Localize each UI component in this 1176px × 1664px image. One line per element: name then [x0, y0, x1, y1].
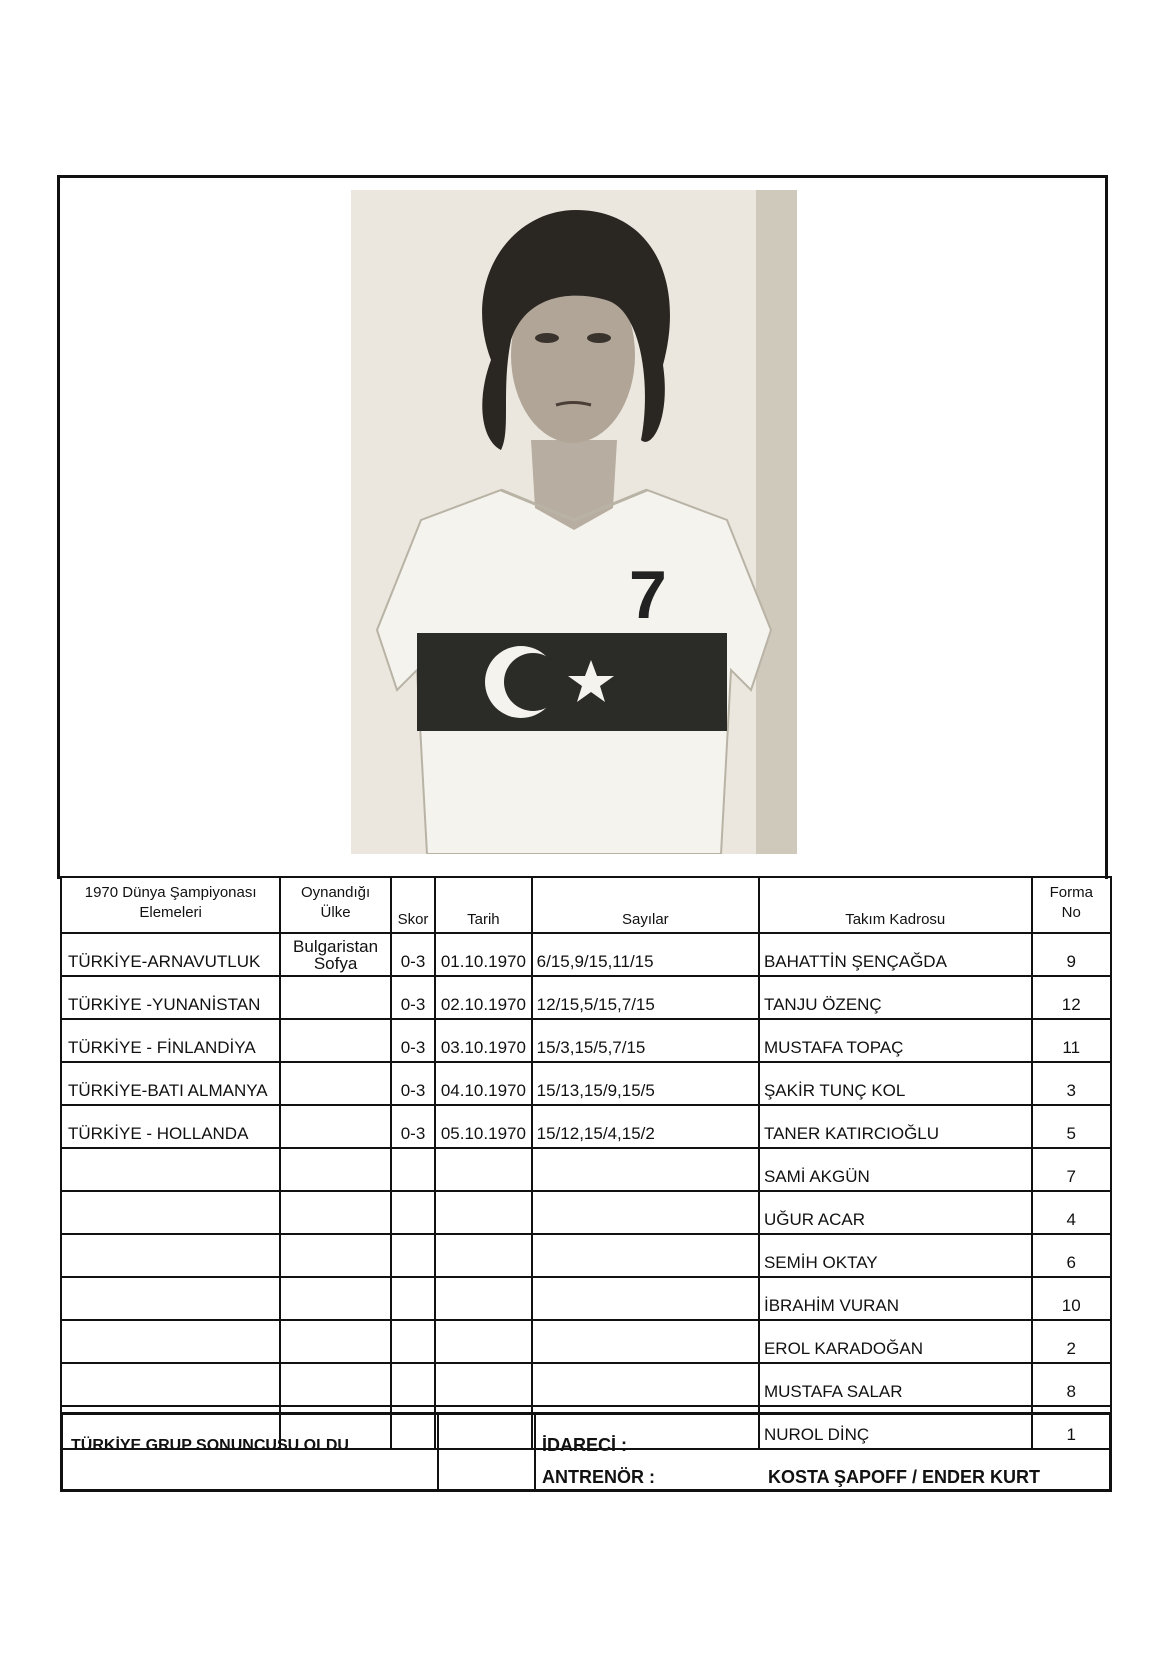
date-cell [435, 1191, 532, 1234]
table-row [61, 1191, 1111, 1234]
score-cell: 0-3 [391, 933, 435, 976]
sets-cell [532, 1148, 759, 1191]
match-cell: TÜRKİYE - HOLLANDA [61, 1105, 280, 1148]
shirt-number-cell: 4 [1032, 1191, 1111, 1234]
shirt-number-cell: 10 [1032, 1277, 1111, 1320]
header-date: Tarih [435, 877, 532, 933]
country-cell [280, 1148, 391, 1191]
date-cell [435, 1363, 532, 1406]
header-shirt-line2: No [1061, 904, 1081, 921]
footer-box [60, 1412, 1112, 1492]
table-row [61, 1062, 1111, 1105]
footer-empty-cell [439, 1415, 536, 1489]
score-cell [391, 1320, 435, 1363]
match-cell: TÜRKİYE-BATI ALMANYA [61, 1062, 280, 1105]
score-cell: 0-3 [391, 1062, 435, 1105]
table-row [61, 1019, 1111, 1062]
date-cell: 01.10.1970 [435, 933, 532, 976]
header-match-line2: Elemeleri [139, 904, 202, 921]
shirt-number-cell: 8 [1032, 1363, 1111, 1406]
date-cell: 02.10.1970 [435, 976, 532, 1019]
country-name: Bulgaristan [293, 937, 379, 956]
city-name: Sofya [313, 954, 358, 973]
manager-label: İDARECİ : [542, 1435, 627, 1455]
shirt-number-cell: 3 [1032, 1062, 1111, 1105]
results-table [60, 876, 1112, 1450]
sets-cell: 15/13,15/9,15/5 [532, 1062, 759, 1105]
coach-names: KOSTA ŞAPOFF / ENDER KURT [768, 1467, 1041, 1487]
player-cell: TANER KATIRCIOĞLU [759, 1105, 1032, 1148]
shirt-number-cell: 7 [1032, 1148, 1111, 1191]
country-cell [280, 976, 391, 1019]
country-cell [280, 933, 391, 976]
match-cell [61, 1191, 280, 1234]
date-cell [435, 1277, 532, 1320]
player-cell: UĞUR ACAR [759, 1191, 1032, 1234]
shirt-number-cell: 12 [1032, 976, 1111, 1019]
shirt-number-cell: 2 [1032, 1320, 1111, 1363]
header-match [61, 877, 280, 933]
shirt-number-cell: 11 [1032, 1019, 1111, 1062]
header-country [280, 877, 391, 933]
shirt-number-cell: 6 [1032, 1234, 1111, 1277]
footer-result-cell [63, 1415, 439, 1489]
header-country-line2: Ülke [320, 904, 351, 921]
header-shirt-line1: Forma [1049, 884, 1093, 901]
date-cell [435, 1320, 532, 1363]
header-match-line1: 1970 Dünya Şampiyonası [84, 884, 257, 901]
player-cell: SAMİ AKGÜN [759, 1148, 1032, 1191]
coach-label: ANTRENÖR : [542, 1467, 655, 1487]
player-cell: EROL KARADOĞAN [759, 1320, 1032, 1363]
player-cell: SEMİH OKTAY [759, 1234, 1032, 1277]
table-row [61, 1105, 1111, 1148]
sets-cell: 12/15,5/15,7/15 [532, 976, 759, 1019]
header-country-line1: Oynandığı [300, 884, 371, 901]
country-cell [280, 1277, 391, 1320]
player-cell: MUSTAFA TOPAÇ [759, 1019, 1032, 1062]
match-cell: TÜRKİYE - FİNLANDİYA [61, 1019, 280, 1062]
match-cell [61, 1234, 280, 1277]
header-squad: Takım Kadrosu [759, 877, 1032, 933]
sets-cell [532, 1363, 759, 1406]
player-cell: İBRAHİM VURAN [759, 1277, 1032, 1320]
sets-cell [532, 1277, 759, 1320]
country-cell [280, 1363, 391, 1406]
table-row [61, 1320, 1111, 1363]
table-row [61, 1363, 1111, 1406]
header-sets: Sayılar [532, 877, 759, 933]
player-cell: MUSTAFA SALAR [759, 1363, 1032, 1406]
player-portrait-image [351, 190, 797, 854]
date-cell [435, 1234, 532, 1277]
player-cell: TANJU ÖZENÇ [759, 976, 1032, 1019]
score-cell: 0-3 [391, 1019, 435, 1062]
match-cell [61, 1320, 280, 1363]
date-cell: 05.10.1970 [435, 1105, 532, 1148]
player-cell: BAHATTİN ŞENÇAĞDA [759, 933, 1032, 976]
date-cell: 03.10.1970 [435, 1019, 532, 1062]
country-cell [280, 1320, 391, 1363]
score-cell [391, 1148, 435, 1191]
sets-cell: 15/12,15/4,15/2 [532, 1105, 759, 1148]
footer-staff-cell [536, 1415, 1109, 1489]
score-cell: 0-3 [391, 1105, 435, 1148]
country-cell [280, 1019, 391, 1062]
shirt-number-cell: 1 [1032, 1406, 1111, 1449]
sets-cell [532, 1320, 759, 1363]
date-cell [435, 1148, 532, 1191]
country-cell [280, 1062, 391, 1105]
country-cell [280, 1234, 391, 1277]
date-cell: 04.10.1970 [435, 1062, 532, 1105]
score-cell [391, 1363, 435, 1406]
jersey-number: 7 [629, 557, 667, 633]
score-cell: 0-3 [391, 976, 435, 1019]
header-shirt [1032, 877, 1111, 933]
score-cell [391, 1191, 435, 1234]
score-cell [391, 1234, 435, 1277]
player-photo [351, 190, 797, 854]
group-result-text: TÜRKİYE GRUP SONUNCUSU OLDU [71, 1437, 349, 1454]
table-header-row [61, 877, 1111, 933]
match-cell [61, 1148, 280, 1191]
match-cell: TÜRKİYE-ARNAVUTLUK [61, 933, 280, 976]
player-cell: ŞAKİR TUNÇ KOL [759, 1062, 1032, 1105]
table-row [61, 933, 1111, 976]
table-row [61, 1277, 1111, 1320]
header-score: Skor [391, 877, 435, 933]
match-cell: TÜRKİYE -YUNANİSTAN [61, 976, 280, 1019]
match-cell [61, 1277, 280, 1320]
sets-cell [532, 1234, 759, 1277]
country-cell [280, 1191, 391, 1234]
country-cell [280, 1105, 391, 1148]
match-cell [61, 1363, 280, 1406]
table-row [61, 1148, 1111, 1191]
shirt-number-cell: 9 [1032, 933, 1111, 976]
sets-cell [532, 1191, 759, 1234]
player-cell: NUROL DİNÇ [759, 1406, 1032, 1449]
score-cell [391, 1277, 435, 1320]
table-row [61, 1234, 1111, 1277]
table-row [61, 976, 1111, 1019]
shirt-number-cell: 5 [1032, 1105, 1111, 1148]
sets-cell: 15/3,15/5,7/15 [532, 1019, 759, 1062]
sets-cell: 6/15,9/15,11/15 [532, 933, 759, 976]
